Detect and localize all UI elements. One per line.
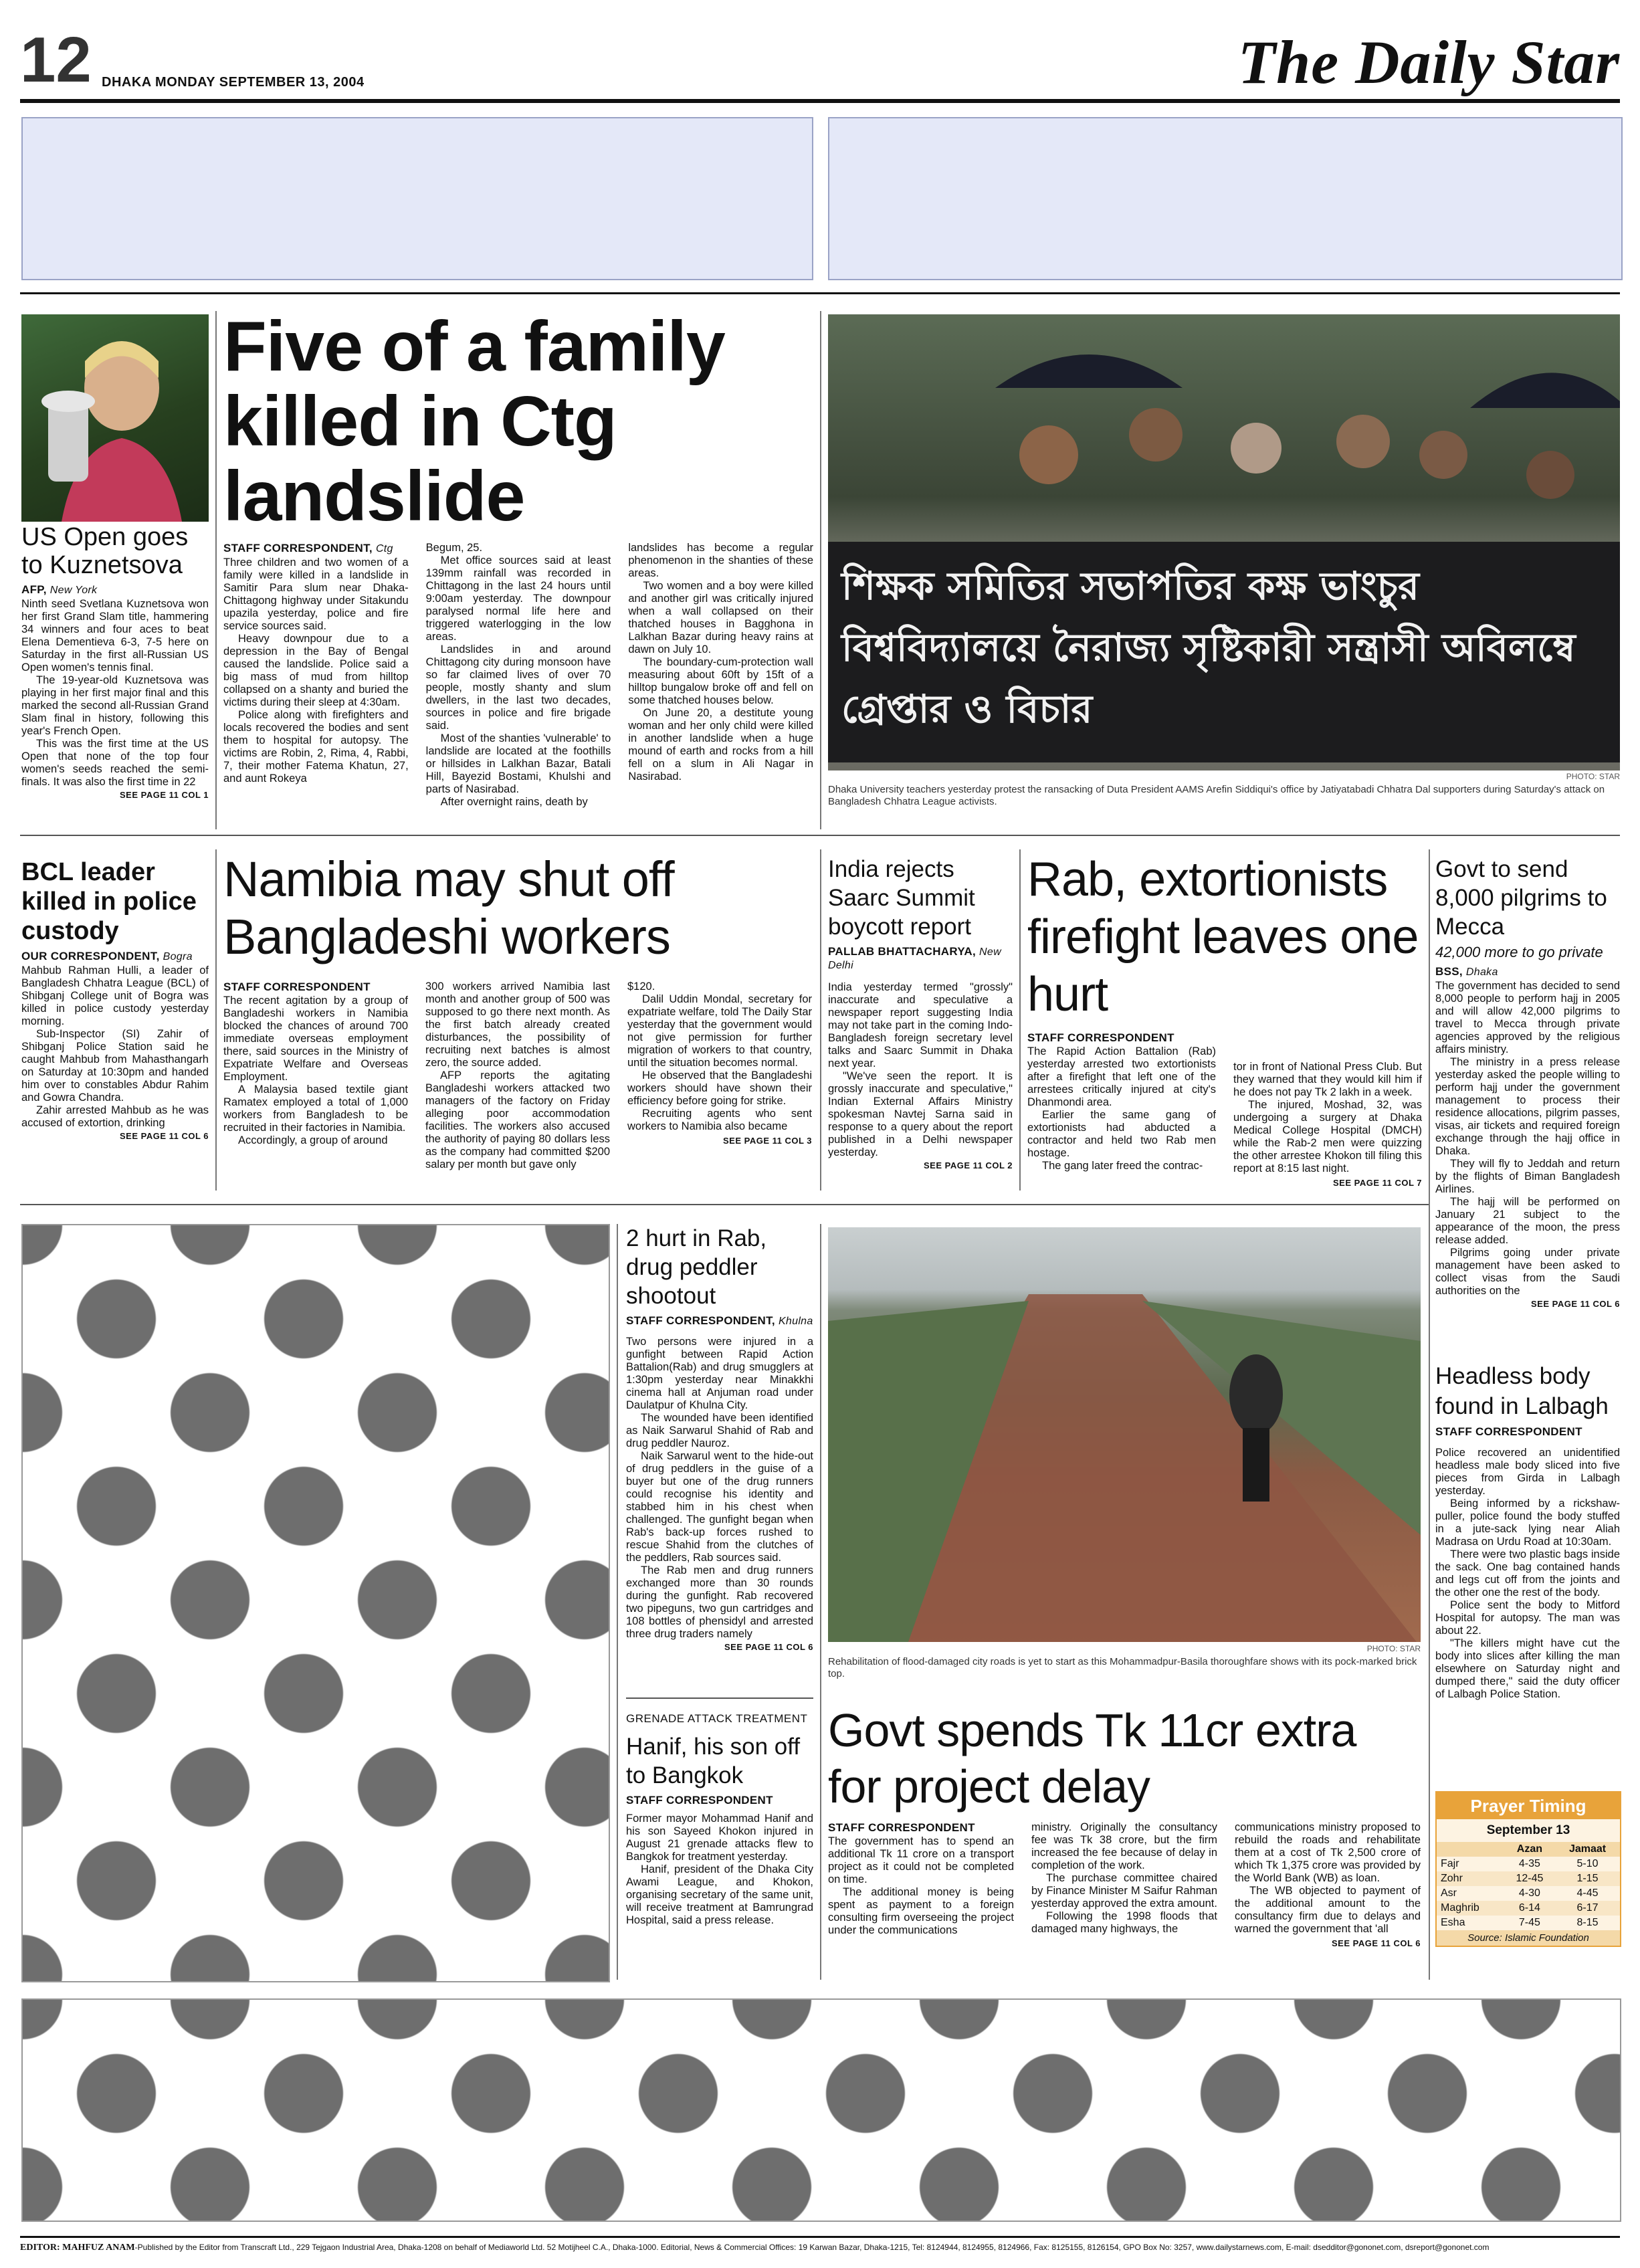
masthead xyxy=(20,24,1620,100)
jump-link[interactable]: SEE PAGE 11 COL 7 xyxy=(1332,1178,1422,1188)
namibia-col-2 xyxy=(425,981,610,1171)
india-story xyxy=(828,855,1013,1170)
column-divider xyxy=(215,849,217,1191)
paragraph: India yesterday termed "grossly" inaccurate and speculative a newspaper report suggesting India may not take part in the coming Indo-Bangladesh foreign secretary level talks and Saarc Summit in Dhaka next year. xyxy=(828,981,1013,1069)
paragraph: The Rapid Action Battalion (Rab) yesterday arrested two extortionists after a firefight that left one of the arrestees critically injured at city's Dhanmondi area. xyxy=(1027,1045,1216,1108)
prayer-table xyxy=(1437,1842,1620,1930)
hanif-body xyxy=(626,1813,813,1927)
paragraph: On June 20, a destitute young woman and her only child were killed in another landslide when a huge mound of earth and rocks from a hill fell on a slum in Ali Nagar in Nasirabad. xyxy=(628,707,814,783)
section-rule xyxy=(20,835,1620,836)
prayer-header: Jamaat xyxy=(1568,1843,1607,1855)
hajj-subhead: 42,000 more to go private xyxy=(1435,944,1603,960)
prayer-timing-box xyxy=(1435,1791,1621,1947)
paragraph: Police recovered an unidentified headless male body sliced into five pieces from Girda in Lalbagh yesterday. xyxy=(1435,1447,1620,1497)
jump-link[interactable]: SEE PAGE 11 COL 2 xyxy=(923,1160,1013,1170)
paragraph: Ninth seed Svetlana Kuznetsova won her first Grand Slam title, hammering 34 winners and four aces to beat Elena Dementieva 6-3, 7-5 here on Saturday in the first all-Russian US Open women's tennis final. xyxy=(21,598,209,674)
photo-credit: PHOTO: STAR xyxy=(1366,1644,1421,1653)
column-divider xyxy=(1429,849,1430,1980)
protest-banner-text: শিক্ষক সমিতির সভাপতির কক্ষ ভাংচুর বিশ্ববিদ্যালয়ে নৈরাজ্য সৃষ্টিকারী সন্ত্রাসী অবিলম্বে গ্রেপ্তার ও বিচার xyxy=(841,563,1576,732)
paragraph: Zahir arrested Mahbub as he was accused of extortion, drinking xyxy=(21,1104,209,1129)
paragraph: The government has decided to send 8,000 people to perform hajj in 2005 and will allow 42,000 pilgrims to travel to Mecca through private agencies approved by the religious affairs ministry. xyxy=(1435,980,1620,1055)
paragraph: The boundary-cum-protection wall measuring about 60ft by 15ft of a hilltop bungalow broke off and fell on some thatched houses below. xyxy=(628,656,814,706)
namibia-col-3 xyxy=(627,981,812,1171)
headless-body xyxy=(1435,1447,1620,1701)
dateline: DHAKA MONDAY SEPTEMBER 13, 2004 xyxy=(102,75,365,90)
hajj-headline[interactable]: Govt to send 8,000 pilgrims to Mecca xyxy=(1435,856,1607,940)
khulna-byline: STAFF CORRESPONDENT, Khulna xyxy=(626,1314,813,1327)
du-protest-photo xyxy=(828,314,1620,770)
paragraph: Pilgrims going under private management have been asked to collect visas from the Saudi authorities on the xyxy=(1435,1247,1620,1297)
namibia-byline: STAFF CORRESPONDENT xyxy=(223,981,371,993)
section-rule-top xyxy=(20,292,1620,294)
paragraph: The 19-year-old Kuznetsova was playing in her first major final and this marked the second all-Russian Grand Slam final in history, following this year's French Open. xyxy=(21,674,209,737)
paragraph: Met office sources said at least 139mm rainfall was recorded in Chittagong in the last 24 hours until 9:00am yesterday. The downpour paralysed normal life here and triggered waterlogging in the low areas. xyxy=(425,554,611,643)
ad-placeholder-dots-bottom[interactable] xyxy=(21,1998,1621,2222)
column-divider xyxy=(617,1224,618,1980)
paragraph: "We've seen the report. It is grossly inaccurate and speculative," Indian External Affairs Ministry spokesman Navtej Sarna said in response to a query about the report published in a Delhi newspaper yesterday. xyxy=(828,1070,1013,1158)
india-headline[interactable]: India rejects Saarc Summit boycott report xyxy=(828,856,975,940)
khulna-headline[interactable]: 2 hurt in Rab, drug peddler shootout xyxy=(626,1225,767,1309)
us-open-story xyxy=(21,523,209,800)
paragraph: Sub-Inspector (SI) Zahir of Shibganj Police Station said he caught Mahbub from Mahasthangarh on Saturday at 10:30pm and handed him over to constables Abdur Rahim and Gowra Chandra. xyxy=(21,1028,209,1104)
jump-link[interactable]: SEE PAGE 11 COL 1 xyxy=(119,790,209,800)
bcl-story xyxy=(21,857,209,1141)
rab-extortion-headline[interactable]: Rab, extortionists firefight leaves one hurt xyxy=(1027,853,1419,1021)
prayer-row: Fajr 4-35 5-10 xyxy=(1441,1858,1599,1869)
du-photo-caption: Dhaka University teachers yesterday protest the ransacking of Duta President AAMS Arefin Siddiqui's office by Jatiyatabadi Chhatra Dal supporters during Saturday's attack on Bangladesh Chhatra League activists. xyxy=(828,784,1605,807)
hajj-byline: BSS, Dhaka xyxy=(1435,965,1498,978)
paragraph: The recent agitation by a group of Bangladeshi workers in Namibia blocked the chances of around 700 immediate overseas employment there, said sources in the Ministry of Expatriate Welfare and Overseas Employment. xyxy=(223,995,408,1083)
paragraph: Heavy downpour due to a depression in the Bay of Bengal caused the landslide. Police said a big mass of mud from hilltop collapsed on a shanty and buried the victims during their sleep at 4:30am. xyxy=(223,633,409,708)
paragraph: The Rab men and drug runners exchanged more than 30 rounds during the gunfight. Rab recovered two pipeguns, two gun cartridges and 108 bottles of phensidyl and arrested three drug traders namely xyxy=(626,1564,813,1640)
road-photo-illustration xyxy=(828,1227,1421,1642)
paragraph: The additional money is being spent as payment to a foreign consulting firm overseeing the project under the communications xyxy=(828,1886,1014,1936)
india-body xyxy=(828,981,1013,1159)
namibia-headline[interactable]: Namibia may shut off Bangladeshi workers xyxy=(223,851,674,964)
jump-link[interactable]: SEE PAGE 11 COL 6 xyxy=(119,1131,209,1141)
prayer-title: Prayer Timing xyxy=(1437,1792,1620,1819)
paragraph: Police sent the body to Mitford Hospital for autopsy. The man was about 22. xyxy=(1435,1599,1620,1637)
road-photo-caption: Rehabilitation of flood-damaged city roads is yet to start as this Mohammadpur-Basila thoroughfare shows with its pock-marked brick top. xyxy=(828,1656,1417,1679)
headless-headline[interactable]: Headless body found in Lalbagh xyxy=(1435,1363,1609,1419)
bcl-headline[interactable]: BCL leader killed in police custody xyxy=(21,858,197,945)
paragraph: Following the 1998 floods that damaged many highways, the xyxy=(1031,1910,1217,1935)
page-number: 12 xyxy=(20,24,92,96)
rab-col-2 xyxy=(1233,1031,1422,1189)
hanif-byline: STAFF CORRESPONDENT xyxy=(626,1794,773,1807)
paragraph: The government has to spend an additional Tk 11 crore on a transport project as it could not be completed on time. xyxy=(828,1835,1014,1885)
project-byline: STAFF CORRESPONDENT xyxy=(828,1821,975,1834)
column-divider xyxy=(215,311,217,829)
paragraph: communications ministry proposed to rebuild the roads and rehabilitate them at a cost of Tk 2,500 crore of which Tk 1,375 crore was provided by the World Bank (WB) as loan. xyxy=(1235,1821,1421,1884)
paragraph: They will fly to Jeddah and return by the flights of Biman Bangladesh Airlines. xyxy=(1435,1158,1620,1195)
rab-byline: STAFF CORRESPONDENT xyxy=(1027,1031,1174,1044)
footer-imprint xyxy=(20,2242,1620,2253)
hanif-story xyxy=(626,1712,813,1927)
namibia-story xyxy=(223,851,812,1171)
road-photo xyxy=(828,1227,1421,1642)
jump-link[interactable]: SEE PAGE 11 COL 6 xyxy=(1530,1299,1620,1309)
paragraph: Two women and a boy were killed and another girl was critically injured when a wall collapsed on their thatched houses in Bagghona in Lalkhan Bazar during heavy rains at dawn on July 10. xyxy=(628,580,814,655)
footer-editor: EDITOR: MAHFUZ ANAM xyxy=(20,2243,135,2253)
paragraph: A Malaysia based textile giant Ramatex employed a total of 1,000 workers from Bangladesh to be recruited in their factories in Namibia. xyxy=(223,1084,408,1134)
paragraph: $120. xyxy=(627,981,655,993)
paragraph: Being informed by a rickshaw-puller, police found the body stuffed in a jute-sack lying near Aliah Madrasa on Urdu Road at 10:30am. xyxy=(1435,1498,1620,1548)
us-open-headline[interactable]: US Open goes to Kuznetsova xyxy=(21,523,189,579)
hajj-story xyxy=(1435,855,1620,1309)
project-delay-story xyxy=(828,1702,1421,1950)
prayer-date: September 13 xyxy=(1486,1823,1570,1837)
ad-placeholder-dots-left[interactable] xyxy=(21,1224,610,1982)
story-rule xyxy=(626,1697,813,1699)
prayer-header xyxy=(1437,1842,1504,1857)
hanif-headline[interactable]: Hanif, his son off to Bangkok xyxy=(626,1734,801,1788)
paragraph: There were two plastic bags inside the sack. One bag contained hands and legs cut off from the joints and the other one the rest of the body. xyxy=(1435,1548,1620,1599)
prayer-source: Source: Islamic Foundation xyxy=(1437,1930,1620,1946)
masthead-logo: The Daily Star xyxy=(1237,28,1620,96)
headless-byline: STAFF CORRESPONDENT xyxy=(1435,1425,1582,1438)
paragraph: Most of the shanties 'vulnerable' to landslide are located at the foothills or hillsides in Lalkhan Bazar, Batali Hill, Bayezid Bostami, Khulshi and parts of Nasirabad. xyxy=(425,732,611,795)
paragraph: The purchase committee chaired by Finance Minister M Saifur Rahman yesterday approved the extra amount. xyxy=(1031,1872,1217,1910)
hajj-body xyxy=(1435,980,1620,1298)
paragraph: Recruiting agents who sent workers to Namibia also became xyxy=(627,1108,812,1132)
project-delay-headline[interactable]: Govt spends Tk 11cr extra for project delay xyxy=(828,1704,1356,1813)
paragraph: The ministry in a press release yesterday asked the people willing to perform hajj under the government management to process their residence allocations, pilgrim passes, visas, air tickets and required foreign exchange through the hajj office in Dhaka. xyxy=(1435,1056,1620,1157)
photo-credit: PHOTO: STAR xyxy=(1566,772,1620,781)
prayer-row: Asr 4-30 4-45 xyxy=(1441,1887,1599,1899)
project-col-3 xyxy=(1235,1821,1421,1950)
hanif-kicker: GRENADE ATTACK TREATMENT xyxy=(626,1712,808,1725)
prayer-header: Azan xyxy=(1516,1843,1543,1855)
us-open-body xyxy=(21,598,209,789)
paragraph: Naik Sarwarul went to the hide-out of drug peddlers in the guise of a buyer but one of the drug runners could recognise his identity and stabbed him in his chest when challenged. The gunfight began when Rab's back-up forces rushed to rescue Shahid from the clutches of the peddlers, Rab sources said. xyxy=(626,1450,813,1564)
khulna-body xyxy=(626,1336,813,1641)
paragraph: The hajj will be performed on January 21 subject to the appearance of the moon, the press release added. xyxy=(1435,1196,1620,1246)
rab-col-1 xyxy=(1027,1031,1216,1189)
landslide-byline: STAFF CORRESPONDENT, Ctg xyxy=(223,542,393,554)
prayer-row: Zohr 12-45 1-15 xyxy=(1437,1871,1620,1886)
khulna-story xyxy=(626,1224,813,1652)
ad-space-right[interactable] xyxy=(828,117,1623,280)
kuznetsova-photo xyxy=(21,314,209,522)
paragraph: landslides has become a regular phenomenon in the shanties of these areas. xyxy=(628,542,814,579)
paragraph: tor in front of National Press Club. But they warned that they would kill him if he does not pay Tk 2 lakh in a week. xyxy=(1233,1061,1422,1098)
paragraph: Dalil Uddin Mondal, secretary for expatriate welfare, told The Daily Star yesterday that the government would not give permission for further migration of workers to that country, until the situation becomes normal. xyxy=(627,993,812,1069)
paragraph: Three children and two women of a family were killed in a landslide in Samitir Para slum near Dhaka-Chittagong highway under Sitakundu upazila yesterday, police and fire service sources said. xyxy=(223,556,409,632)
footer-imprint-text: -Published by the Editor from Transcraft Ltd., 229 Tejgaon Industrial Area, Dhaka-1208 on behalf of Mediaworld Ltd. 52 Motijheel C.A., Dhaka-1000. Editorial, News & Commercial Offices: 19 Karwan Bazar, Dhaka-1215, Tel: 8124944, 8124955, 8124966, Fax: 8125155, 8126154, GPO Box No: 3257, www.dailystarnews.com, E-mail: dsedditor@gononet.com, dsreport@gononet.com xyxy=(134,2243,1490,2252)
landslide-story xyxy=(223,309,813,809)
paragraph: Two persons were injured in a gunfight between Rapid Action Battalion(Rab) and drug smugglers at 1:30pm yesterday near Minakkhi cinema hall at Anjuman road under Daulatpur of Khulna City. xyxy=(626,1336,813,1411)
column-divider xyxy=(820,849,821,1191)
paragraph: The gang later freed the contrac- xyxy=(1042,1160,1203,1172)
paragraph: AFP reports the agitating Bangladeshi workers attacked two managers of the factory on Friday alleging poor accommodation facilities. The workers also accused the authority of paying 80 dollars less as the company had committed $200 salary per month but gave only xyxy=(425,1069,610,1170)
paragraph: Begum, 25. xyxy=(425,542,483,554)
us-open-byline: AFP, New York xyxy=(21,583,98,596)
paragraph: ministry. Originally the consultancy fee was Tk 38 crore, but the firm increased the fee because of delay in completion of the work. xyxy=(1031,1821,1217,1871)
column-divider xyxy=(820,1224,821,1980)
landslide-col-1 xyxy=(223,542,409,809)
footer-rule xyxy=(20,2236,1620,2238)
section-rule xyxy=(20,1204,1429,1205)
paragraph: Accordingly, a group of around xyxy=(238,1134,388,1146)
column-divider xyxy=(820,311,821,829)
paragraph: This was the first time at the US Open that none of the top four women's seeds reached the semi-finals. It was also the first time in 22 xyxy=(21,738,209,788)
paragraph: Mahbub Rahman Hulli, a leader of Bangladesh Chhatra League (BCL) of Shibganj College unit of Bogra was killed in police custody yesterday morning. xyxy=(21,964,209,1027)
paragraph: He observed that the Bangladeshi workers should have shown their efficiency before going for strike. xyxy=(627,1069,812,1107)
paragraph: The injured, Moshad, 32, was undergoing a surgery at Dhaka Medical College Hospital (DMCH) while the Rab-2 men were quizzing the other arrestee Khokon till filing this report at 8:15 last night. xyxy=(1233,1099,1422,1174)
paragraph: Former mayor Mohammad Hanif and his son Sayeed Khokon injured in August 21 grenade attacks flew to Bangkok for treatment yesterday. xyxy=(626,1813,813,1863)
india-byline: PALLAB BHATTACHARYA, New Delhi xyxy=(828,945,1001,971)
landslide-col-3 xyxy=(628,542,813,809)
paragraph: 300 workers arrived Namibia last month and another group of 500 was supposed to go there next month. As the first batch already created disturbances, the possibility of recruiting next batches is almost zero, the source added. xyxy=(425,981,610,1069)
paragraph: "The killers might have cut the body into slices after killing the man elsewhere on Saturday night and dumped there," said the duty officer of Lalbagh Police Station. xyxy=(1435,1637,1620,1700)
paragraph: Hanif, president of the Dhaka City Awami League, and Khokon, organising secretary of the same unit, will receive treatment at Bamrungrad Hospital, said a press release. xyxy=(626,1863,813,1926)
masthead-rule xyxy=(20,99,1620,103)
project-col-1 xyxy=(828,1821,1014,1950)
landslide-headline[interactable]: Five of a family killed in Ctg landslide xyxy=(223,307,725,536)
paragraph: The WB objected to payment of the additional amount to the consultancy firm due to delays and warned the government that 'all xyxy=(1235,1885,1421,1935)
kuznetsova-photo-illustration xyxy=(21,314,209,522)
prayer-row: Maghrib 6-14 6-17 xyxy=(1437,1901,1620,1916)
paragraph: The wounded have been identified as Naik Sarwarul Shahid of Rab and drug peddler Nauroz. xyxy=(626,1412,813,1449)
headless-story xyxy=(1435,1361,1620,1701)
landslide-col-2 xyxy=(426,542,611,809)
bcl-byline: OUR CORRESPONDENT, Bogra xyxy=(21,950,193,962)
rab-extortion-story xyxy=(1027,851,1422,1189)
jump-link[interactable]: SEE PAGE 11 COL 6 xyxy=(724,1642,813,1652)
column-divider xyxy=(1019,849,1021,1191)
jump-link[interactable]: SEE PAGE 11 COL 3 xyxy=(722,1136,812,1146)
paragraph: Landslides in and around Chittagong city during monsoon have so far claimed lives of over 70 people, mostly shanty and slum dwellers, in the last two decades, sources in police and fire brigade said. xyxy=(425,643,611,732)
namibia-col-1 xyxy=(223,981,408,1171)
project-col-2 xyxy=(1031,1821,1217,1950)
prayer-row: Esha 7-45 8-15 xyxy=(1441,1917,1599,1928)
jump-link[interactable]: SEE PAGE 11 COL 6 xyxy=(1331,1938,1421,1948)
paragraph: Police along with firefighters and locals recovered the bodies and sent them to hospital for autopsy. The victims are Robin, 2, Rima, 4, Rabbi, 7, their mother Fatema Khatun, 27, and aunt Rokeya xyxy=(223,709,409,785)
paragraph: After overnight rains, death by xyxy=(440,796,588,808)
bcl-body xyxy=(21,964,209,1130)
ad-space-left[interactable] xyxy=(21,117,813,280)
paragraph: Earlier the same gang of extortionists had abducted a contractor and held two Rab men hostage. xyxy=(1027,1109,1216,1159)
